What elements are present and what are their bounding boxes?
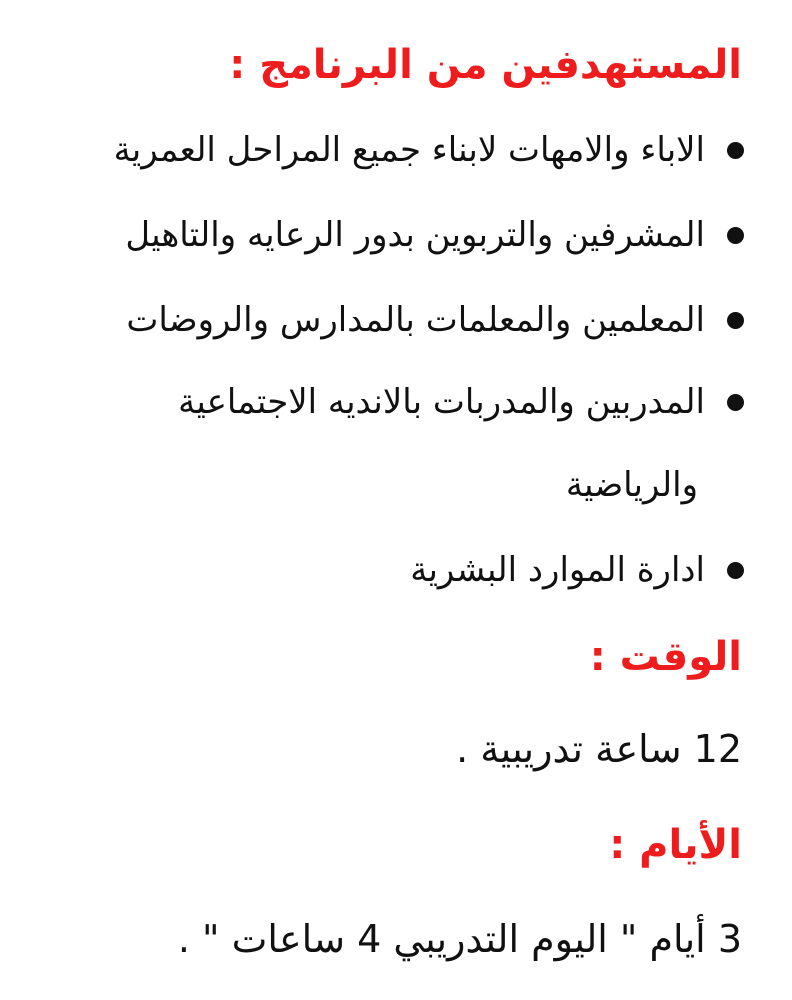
- bullet-icon: [727, 227, 744, 244]
- days-heading: الأيام :: [609, 822, 742, 868]
- list-item: [113, 130, 744, 170]
- list-item: [410, 550, 744, 590]
- bullet-icon: [727, 562, 744, 579]
- bullet-icon: [727, 312, 744, 329]
- bullet-icon: [727, 142, 744, 159]
- list-item-text: المعلمين والمعلمات بالمدارس والروضات: [126, 300, 705, 340]
- list-item-text: ادارة الموارد البشرية: [410, 550, 705, 590]
- time-value: 12 ساعة تدريبية .: [456, 727, 742, 771]
- list-item-text: المشرفين والتربوين بدور الرعايه والتاهيل: [125, 215, 705, 255]
- list-item: [126, 300, 744, 340]
- list-item-text: المدربين والمدربات بالانديه الاجتماعية: [178, 382, 705, 422]
- target-audience-heading: المستهدفين من البرنامج :: [229, 42, 742, 88]
- list-item-text: الاباء والامهات لابناء جميع المراحل العمرية: [113, 130, 705, 170]
- list-item: [178, 382, 744, 422]
- bullet-icon: [727, 394, 744, 411]
- days-value: 3 أيام " اليوم التدريبي 4 ساعات " .: [177, 917, 742, 961]
- list-item: [125, 215, 744, 255]
- time-heading: الوقت :: [589, 634, 742, 680]
- list-item-continuation: والرياضية: [565, 465, 698, 505]
